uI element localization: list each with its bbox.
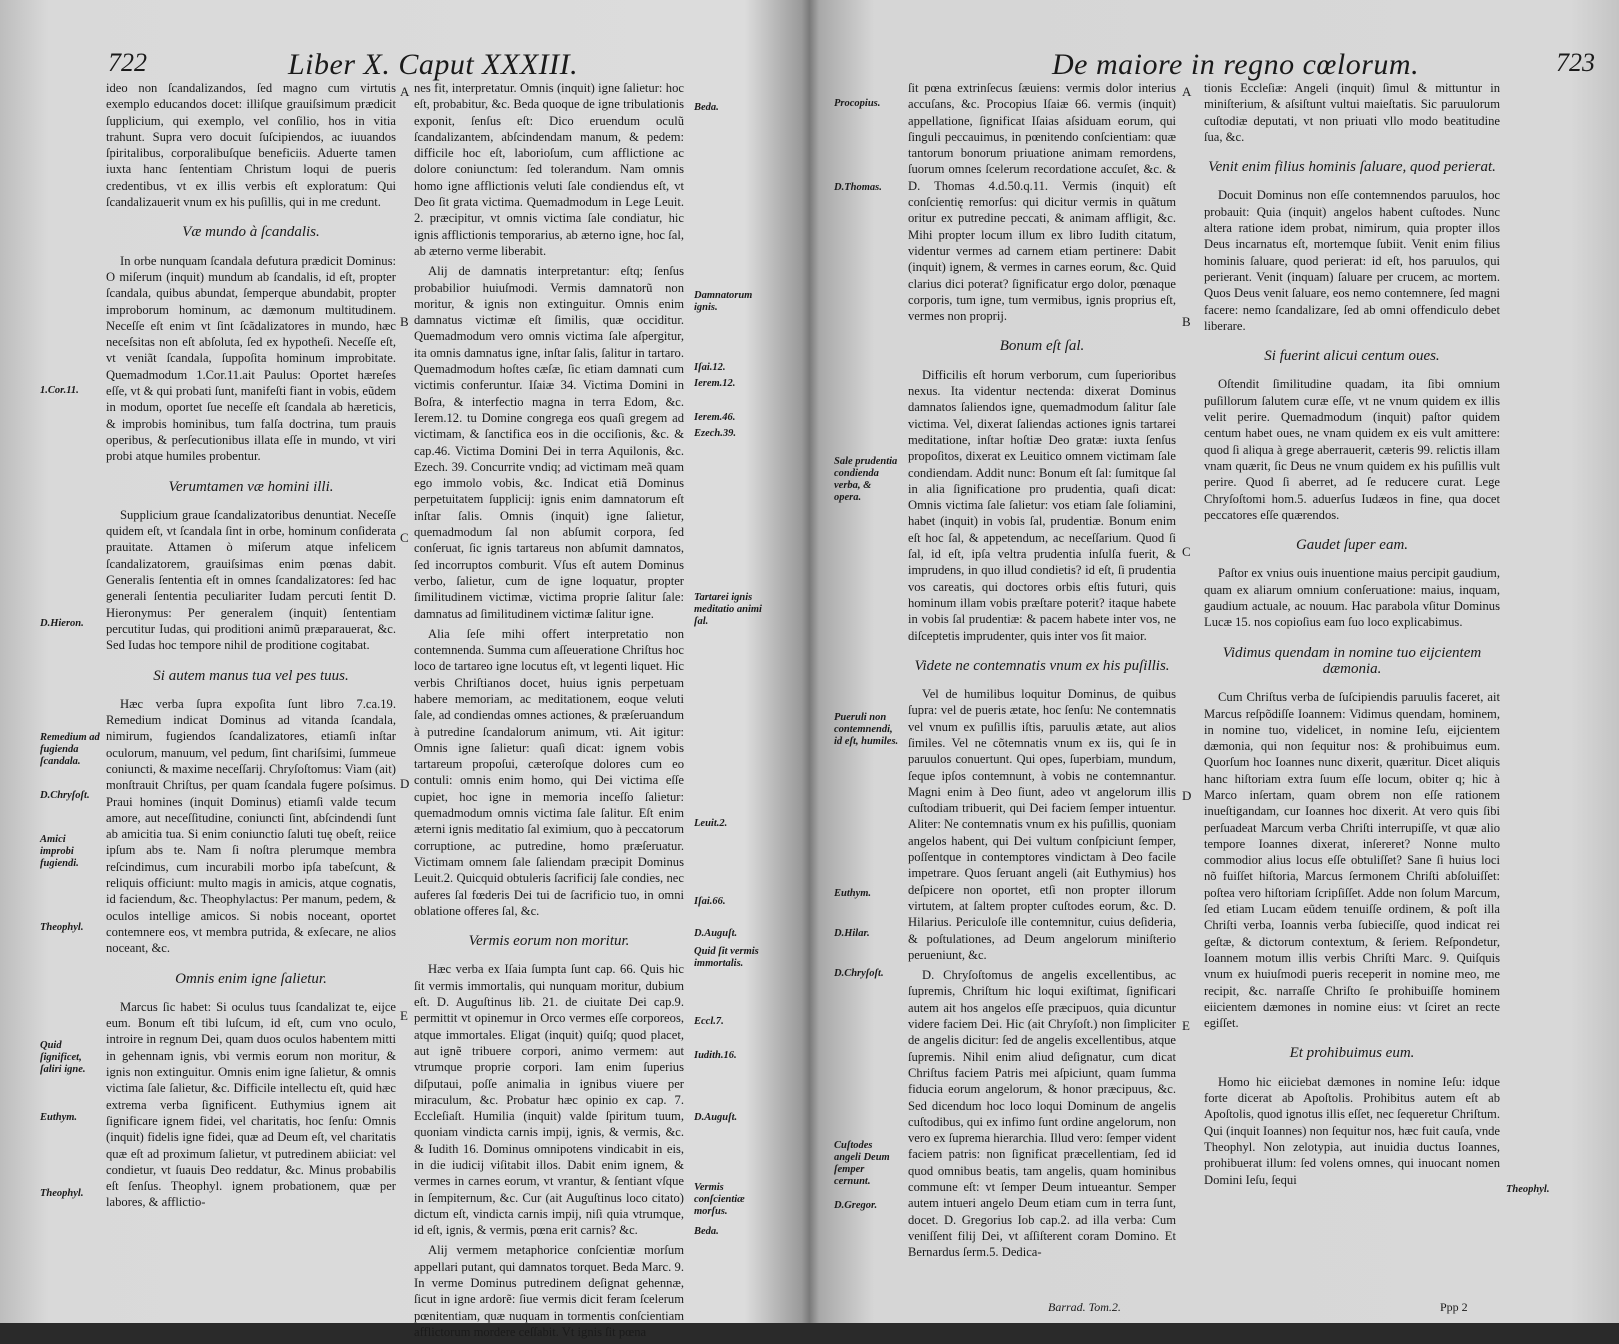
section-heading: Venit enim filius hominis ſaluare, quod perierat. bbox=[1208, 159, 1496, 176]
left-column-2 bbox=[414, 80, 684, 1344]
margin-note: Iudith.16. bbox=[694, 1050, 737, 1061]
margin-note: Iſai.12. bbox=[694, 362, 726, 373]
margin-note: D.Chryſoſt. bbox=[40, 790, 90, 801]
margin-note: D.Thomas. bbox=[834, 182, 882, 193]
running-head: De maiore in regno cœlorum. bbox=[1052, 48, 1420, 81]
section-letter: E bbox=[400, 1008, 408, 1023]
margin-note: 1.Cor.11. bbox=[40, 385, 79, 396]
margin-note: Eccl.7. bbox=[694, 1016, 724, 1027]
right-column-1 bbox=[908, 80, 1176, 1264]
margin-note: Ierem.12. bbox=[694, 378, 736, 389]
margin-note: Theophyl. bbox=[40, 1188, 84, 1199]
paragraph: Marcus ſic habet: Si oculus tuus ſcandalizat te, eijce eum. Bonum eſt tibi luſcum, id eſt, cum vno oculo, introire in regnum Dei, quam duos oculos habentem mitti in gehennam ignis, vbi vermis eorum non moritur, & ignis non extinguitur. Omnis enim igne ſalietur, & omnis victima ſale ſalietur, &c. Difficile intellectu eſt, quid hæc extrema verba ſignificent. Euthymius ignem ait ſignificare ignem fidei, vel charitatis, hoc ſenſu: Omnis (inquit) fidelis igne fidei, quæ ad Deum eſt, vel charitatis quæ eſt ad proximum ſalietur, vt putredinem abiiciat: vel condietur, vt ſuauis Deo reddatur, &c. Minus probabilis eſt ſenſus. Theophyl. ignem probationem, quæ per labores, & afflictio- bbox=[106, 999, 396, 1210]
page-number: 723 bbox=[1556, 48, 1595, 77]
section-letter: C bbox=[400, 530, 409, 545]
section-heading: Gaudet ſuper eam. bbox=[1295, 537, 1409, 554]
section-letter: C bbox=[1182, 544, 1191, 559]
section-letter: E bbox=[1182, 1018, 1190, 1033]
paragraph: Difficilis eſt horum verborum, cum ſuperioribus nexus. Ita videntur nectenda: dixerat Dominus damnatos ſaliendos igne, quemadmodum ſalitur ſale victima. Vel, dixerat ſaliendas actiones ignis tartarei meditatione, inſtar hoſtiæ Deo gratæ: iuxta ſenſus propoſitos, dixerat ex Leuitico omnem victimam ſale condiendam. Addit nunc: Bonum eſt ſal: ſumitque ſal in alia ſignificatione pro prudentia, quaſi dicat: Omnis victima ſale ſalietur: vos etiam ſale ſoliamini, habet (inquit) in vobis ſal, prudentiæ. Bonum enim eſt hoc ſal, & appetendum, ac neceſſarium. Quod ſi ſal, id eſt, ipſa veltra prudentia inſulſa fuerit, & imprudens, in quo illud condietis? id eſt, ſi prudentia vos careatis, qui doctores orbis eſtis futuri, quis hominum illam vobis præſtare poterit? itaque habete in vobis ſal prudentiæ: & pacem habete inter vos, ne diſceptetis imprudenter, quis inter vos ſit maior. bbox=[908, 367, 1176, 643]
section-letter: D bbox=[400, 776, 410, 791]
signature-mark: Ppp 2 bbox=[1440, 1300, 1468, 1314]
margin-note: Beda. bbox=[694, 102, 719, 113]
section-heading: Verumtamen væ homini illi. bbox=[168, 478, 334, 495]
paragraph: tionis Eccleſiæ: Angeli (inquit) ſimul & mittuntur in miniſterium, & aſsiſtunt vultui maieſtatis. Sic paruulorum cuſtodiæ deputati, vt non priuati vllo modo beatitudine ſua, &c. bbox=[1204, 81, 1500, 144]
section-letter: A bbox=[1182, 84, 1192, 99]
signature-catchword: Barrad. Tom.2. bbox=[1048, 1300, 1121, 1314]
paragraph: Hæc verba ſupra expoſita ſunt libro 7.ca.19. Remedium indicat Dominus ad vitanda ſcandala, nimirum, fugiendos ſcandalizatores, etiamſi inſtar oculorum, manuum, vel pedum, ſint chariſsimi, ſummeue coniuncti, & maxime neceſſarij. Chryſoſtomus: Viam (ait) monſtrauit Chriſtus, per quam ſcandala fugere poſsimus. Praui homines (inquit Dominus) etiamſi valde tecum amore, aut neceſſitudine, coniuncti ſint, abſcindendi ſunt ab amicitia tua. Si enim coniunctio ſaluti tuę obeſt, reiice ipſum abs te. Nam ſi noſtra plerumque membra reſcindimus, cum incurabili morbo ipſa tabeſcunt, & reliquis officiunt: multo magis in amicis, atque cognatis, id faciendum, &c. Theophylactus: Per manum, pedem, & oculos intellige amicos. Si nobis noceant, oportet contemnere eos, vt membra putrida, & exſecare, ne alios noceant, &c. bbox=[106, 696, 397, 956]
section-letter: D bbox=[1182, 788, 1192, 803]
right-column-2 bbox=[1204, 80, 1500, 1192]
margin-note: Leuit.2. bbox=[694, 818, 728, 829]
paragraph: Hæc verba ex Iſaia ſumpta ſunt cap. 66. Quis hic ſit vermis immortalis, qui nunquam moritur, dubium eſt. D. Auguſtinus lib. 21. de ciuitate Dei cap.9. permittit vt opinemur in Orco vermes eſſe corporeos, atque immortales. Eligat (inquit) quiſq; quod placet, aut ignẽ tribuere corpori, animo vermem: aut vtrumque proprie corpori. Iam enim ſuperius diſputaui, poſſe animalia in ignibus viuere per miraculum, &c. Probatur hæc opinio ex cap. 7. Eccleſiaſt. Humilia (inquit) valde ſpiritum tuum, quoniam vindicta carnis impij, ignis, & vermis, &c. & Iudith 16. Dominus omnipotens vindicabit in eis, in die iudicij viſitabit illos. Dabit enim ignem, & vermes in carnes eorum, vt vrantur, & ſentiant vſque in ſempiternum, &c. Cur (ait Auguſtinus loco citato) dictum eſt, vindicta carnis impij, niſi quia vtrumque, id eſt, ignis, & vermis, pœna erit carnis? &c. bbox=[414, 962, 684, 1238]
left-page bbox=[0, 0, 805, 1339]
margin-note: Beda. bbox=[694, 1226, 719, 1237]
paragraph: Oſtendit ſimilitudine quadam, ita ſibi omnium puſillorum ſalutem curæ eſſe, vt ne vnum quidem ex illis velit perire. Quemadmodum (inquit) paſtor quidem centum habet oues, ne vnam quidem ex eis vult amittere: quod ſi aliqua à grege aberrauerit, cæteris 99. relictis illam vnam quærit, ſic Deus ne vnum quidem ex his puſillis vult perire. Quod ſi aberret, ad ſe reducere curat. Lege Chryſoſtomi hom.5. aduerſus Iudæos in fine, qua docet peccatores eſſe quærendos. bbox=[1204, 377, 1500, 522]
margin-note: D.Hieron. bbox=[40, 618, 84, 629]
section-heading: Videte ne contemnatis vnum ex his puſillis. bbox=[914, 657, 1170, 674]
margin-note: Iſai.66. bbox=[694, 896, 726, 907]
margin-note: Theophyl. bbox=[40, 922, 84, 933]
margin-note: D.Hilar. bbox=[834, 928, 870, 939]
left-column-1 bbox=[106, 80, 396, 1215]
paragraph: D. Chryſoſtomus de angelis excellentibus, ac ſupremis, Chriſtum hic loqui exiſtimat, ſignificari autem ait hos angelos eſſe præcipuos, quia dicuntur videre faciem Dei. Hic (ait Chryſoſt.) non ſimpliciter de angelis dicitur: ſed de angelis excellentibus, atque ſupremis. Nihil enim aliud deſignatur, cum dicat Chriſtus faciem Patris mei aſpiciunt, quam ſumma fiducia eorum angelorum, & honor præcipuus, &c. Sed dicendum hoc loco loqui Dominum de angelis cuſtodibus, qui ex infimo ſunt ordine angelorum, non vero ex ſuprema hierarchia. Illud vero: ſemper vident faciem patris: non ſignificat præcellentiam, ſed id quod omnibus beatis, tam angelis, quam hominibus commune eſt: vt ſemper Deum intueantur. Semper autem intueri angelo Deum etiam cum in terra ſunt, docet. D. Gregorius Iob cap.2. ad illa verba: Cum veniſſent filij Dei, vt aſſiſterent coram Domino. Et Bernardus ſerm.5. Dedica- bbox=[908, 968, 1176, 1260]
margin-note: Remedium ad fugienda ſcandala. bbox=[40, 732, 100, 767]
section-heading: Vidimus quendam in nomine tuo eijcientem dæmonia. bbox=[1222, 644, 1482, 677]
section-letter: B bbox=[1182, 314, 1191, 329]
margin-note: Theophyl. bbox=[1506, 1184, 1550, 1195]
paragraph: ſit pœna extrinſecus ſæuiens: vermis dolor interius accuſans, &c. Procopius Iſaiæ 66. vermis (inquit) appellatione, ſignificat Iſaias aſsiduam eorum, qui ſinguli peccauimus, in pœnitendo conſcientiam: quæ tantorum bonorum priuatione animam remordens, ſuorum omnes ſcelerum recordatione accuſet, &c. & D. Thomas 4.d.50.q.11. Vermis (inquit) eſt conſcientię remorſus: qui dicitur vermis in quãtum oritur ex putredine peccati, & animam affligit, &c. Mihi propter locum illum ex libro Iudith citatum, videntur vermes ad carnem etiam pertinere: Dabit (inquit) ignem, & vermes in carnes eorum, &c. Quid clarius dici poterat? ſignificatur ergo dolor, pœnaque corporis, tum igne, tum vermibus, ignis proprius eſt, vermes non proprij. bbox=[908, 81, 1176, 324]
paragraph: Alij de damnatis interpretantur: eſtq; ſenſus probabilior huiuſmodi. Vermis damnatorũ non moritur, & ignis non extinguitur. Omnis enim damnatus victimæ eſt ſimilis, quæ occiditur. Quemadmodum vero omnis victima ſale aſpergitur, ita omnis damnatus igne, inſtar ſalis, ſalitur in tartaro. Quemadmodum hoſtes cæſæ, ſic etiam damnati cum victimis conferuntur. Iſaiæ 34. Victima Domini in Boſra, & interfectio magna in terra Edom, &c. Ierem.12. tu Domine congrega eos quaſi gregem ad victimam, & ſanctifica eos in die occiſionis, &c. & cap.46. Victima Domini Dei in terra Aquilonis, &c. Ezech. 39. Concurrite vndiq; ad victimam meã quam ego immolo vobis, &c. Indicat etiã Dominus perpetuitatem ſupplicij: ignis enim damnatorum eſt inſtar ſalis. Omnis (inquit) igne ſalietur, quemadmodum ſal non abſumit corpora, ſed conſeruat, ſic ignis tartareus non abſumit damnatos, ſed incorruptos comburit. Vſus eſt autem Dominus verbo, ſalietur, cum de igne loquatur, propter ſimilitudinem victimæ, victima proprie ſalitur ſale: damnatus ad ſimilitudinem victimæ ſalitur igne. bbox=[414, 264, 684, 621]
margin-note: Ierem.46. bbox=[694, 412, 736, 423]
paragraph: Cum Chriſtus verba de ſuſcipiendis paruulis faceret, ait Marcus reſpõdiſſe Ioannem: Vidimus quendam, hominem, in nomine tuo, videlicet, in nomine Ieſu, eijcientem dæmonia, qui non ſequitur nos: & prohibuimus eum. Quorſum hoc Ioannes nunc dixerit, quæritur. Dicet aliquis hanc hiſtoriam extra ſuum eſſe locum, obiter q; hic à Marco inſertam, quam obrem non eſſe rationem inueſtigandam, cur Ioannes hoc dixerit. At vero quis ſibi perſuadeat Marcum verba Chriſti interrupiſſe, vt quæ alio tempore Ioannes dixerat, inſereret? Nonne multo commodior alius locus eſſe obtuliſſet? Sane ſi huius loci nõ fuiſſet hiſtoria, Marcus ſermonem Chriſti abſoluiſſet: poſtea vero hiſtoriam ſcripſiſſet. Adde non ſolum Marcum, ſed etiam Lucam eũdem tenuiſſe ordinem, & poſt illa Chriſti verba, Ioannis verba ſubieciſſe, quod indicat rei geſtæ, & dictorum contextum, & ſeriem. Reſpondetur, Ioannem motum illis verbis Chriſti Marc. 9. Quiſquis vnum ex huiuſmodi pueris receperit in nomine meo, me recipit, &c. narraſſe Chriſto ſe prohibuiſſe hominem eiicientem dæmones in nomine eius: vt ſciret an recte egiſſet. bbox=[1204, 690, 1500, 1031]
page-number: 722 bbox=[108, 48, 147, 77]
paragraph: Supplicium graue ſcandalizatoribus denuntiat. Neceſſe quidem eſt, vt ſcandala ſint in orbe, hominum conſiderata prauitate. Attamen ò miſerum atque infelicem ſcandalizatorem, grauiſsimas enim pœnas dabit. Generalis ſententia eſt in omnes ſcandalizatores: ſed hac generali ſententia peculiariter Iudam percuti ſentit D. Hieronymus: Per generalem (inquit) ſententiam percutitur Iudas, qui proditioni animũ præparauerat, &c. Sed Iudas hoc tempore nihil de proditione cogitabat. bbox=[106, 507, 396, 653]
section-heading: Bonum eſt ſal. bbox=[999, 338, 1085, 355]
margin-note: Euthym. bbox=[40, 1112, 78, 1123]
right-page bbox=[812, 0, 1619, 1323]
paragraph: In orbe nunquam ſcandala defutura prædicit Dominus: O miſerum (inquit) mundum ab ſcandalis, id eſt, propter ſcandala, quibus abundat, ſemperque abundabit, propter improborum hominum, ac dæmonum multitudinem. Neceſſe eſt enim vt ſint ſcãdalizatores in mundo, hæc neceſsitas non eſt abſoluta, ſed ex hypotheſi. Neceſſe eſt, vt veniãt ſcandala, ſuppoſita hominum improbitate. Quemadmodum 1.Cor.11.ait Paulus: Oportet hæreſes eſſe, vt & qui probati ſunt, manifeſti fiant in vobis, eũdem in modum, oportet ſue neceſſe eſt ſcandala ab hæreticis, & improbis hominibus, tum falſa doctrina, tum prauis operibus, & perſecutionibus illata eſſe in mundo, vt viri probi atque humiles probentur. bbox=[106, 253, 396, 464]
margin-note: Pueruli non contemnendi, id eſt, humiles. bbox=[834, 712, 899, 747]
margin-note: D.Chryſoſt. bbox=[834, 968, 884, 979]
paragraph: Homo hic eiiciebat dæmones in nomine Ieſu: idque forte dicerat ab Apoſtolis. Prohibitus autem eſt ab Apoſtolis, quod ignotus illis eſſet, nec ſequeretur Chriſtum. Qui (inquit Ioannes) non ſequitur nos, hæc fuit cauſa, vnde Theophyl. Non zelotypia, aut inuidia ductus Ioannes, prohibuerat illum: ſed volens omnes, qui inuocant nomen Domini Ieſu, ſequi bbox=[1204, 1074, 1500, 1187]
margin-note: Euthym. bbox=[834, 888, 872, 899]
margin-note: Amici improbi fugiendi. bbox=[40, 834, 79, 869]
paragraph: Alia ſeſe mihi offert interpretatio non contemnenda. Summa cum aſſeueratione Chriſtus hoc loco de tartareo igne locutus eſt, vt legenti liquet. Hic verbis Chriſtianos docet, huius ignis perpetuam habere memoriam, ac meditationem, eoque veluti ſale, ad condiendas omnes actiones, & præſeruandum à putredine ſcandalorum animum, vti. Ait igitur: Omnis igne ſalietur: quaſi dicat: ignem vobis tartareum propoſui, cæteroſque dolores cum eo contuli: omnis enim homo, qui Dei victima eſſe cupiet, hoc igne in memoria inceſſo ſalietur: quemadmodum omnis victima ſale ſalitur. Eſt enim æterni ignis meditatio ſal eximium, quo à peccatorum corruptione, ac putredine, homo præſeruatur. Victimam omnem ſale ſaliendam præcipit Dominus Leuit.2. Quicquid obtuleris ſacrificij ſale condies, nec auferes ſal fœderis Dei tui de ſacrificio tuo, in omni oblatione offeres ſal, &c. bbox=[414, 626, 684, 918]
margin-note: Quid ſignificet, ſaliri igne. bbox=[40, 1040, 86, 1075]
margin-note: D.Gregor. bbox=[834, 1200, 878, 1211]
margin-note: Procopius. bbox=[834, 98, 881, 109]
section-heading: Omnis enim igne ſalietur. bbox=[175, 970, 327, 987]
section-letter: B bbox=[400, 314, 409, 329]
section-heading: Si autem manus tua vel pes tuus. bbox=[153, 667, 349, 684]
section-letter: A bbox=[400, 84, 410, 99]
section-heading: Væ mundo à ſcandalis. bbox=[182, 224, 320, 241]
margin-note: Cuſtodes angeli Deum ſemper cernunt. bbox=[834, 1140, 890, 1187]
section-heading: Si fuerint alicui centum oues. bbox=[1264, 348, 1440, 365]
paragraph: Docuit Dominus non eſſe contemnendos paruulos, hoc probauit: Quia (inquit) angelos habent cuſtodes. Nunc altera ratione idem probat, nimirum, quia propter illos Deus incarnatus eſt, mortemque ſubiit. Venit enim filius hominis ſaluare, quod perierat: id eſt, hos paruulos, qui perierant. Venit (inquam) ſaluare per crucem, ac mortem. Quos Deus venit ſaluare, eos nemo contemnere, ſed magni facere: nemo ſcandalizare, ſed ab omni offendiculo debet liberare. bbox=[1204, 188, 1500, 333]
margin-note: Quid ſit vermis immortalis. bbox=[694, 946, 759, 969]
margin-note: Damnatorum ignis. bbox=[694, 290, 753, 313]
margin-note: Ezech.39. bbox=[694, 428, 736, 439]
margin-note: D.Auguſt. bbox=[694, 1112, 738, 1123]
paragraph: Alij vermem metaphorice conſcientiæ morſum appellari putant, qui damnatos torquet. Beda Marc. 9. In verme Dominus putredinem deſignat gehennæ, ſicut in igne ardorẽ: ſiue vermis dicit feram ſcelerum pœnitentiam, quæ nuquam in tormentis conſcientiam afflictorum mordere ceſſabit. Vt ignis ſit pœna bbox=[414, 1243, 684, 1339]
margin-note: D.Auguſt. bbox=[694, 928, 738, 939]
margin-note: Tartarei ignis meditatio animi ſal. bbox=[694, 592, 762, 627]
margin-note: Sale prudentia condienda verba, & opera. bbox=[834, 456, 898, 503]
paragraph: nes fit, interpretatur. Omnis (inquit) igne ſalietur: hoc eſt, probabitur, &c. Beda quoque de igne tribulationis exponit, ſenſus eſt: Dico eruendum oculũ ſcandalizantem, abſcindendam manum, & pedem: difficile hoc eſt, laborioſum, cum afflictione ac dolore coniunctum: ſed tolerandum. Nam omnis homo igne afflictionis veluti ſale condiendus eſt, vt Deo ſit grata victima. Quemadmodum in Lege Leuit. 2. præcipitur, vt omnis victima ſale condiatur, hic ignis afflictionis temporarius, ab æterno igne, hoc ſal, ab æterno verme liberabit. bbox=[414, 81, 684, 258]
paragraph: Paſtor ex vnius ouis inuentione maius percipit gaudium, quam ex aliarum omnium conſeruatione: maius, inquam, gaudium actuale, ac nouum. Hac parabola vſitur Dominus Lucæ 15. nos copioſius eam ſuo loco explicabimus. bbox=[1204, 566, 1500, 630]
margin-note: Vermis conſcientiæ morſus. bbox=[694, 1182, 745, 1217]
section-heading: Et prohibuimus eum. bbox=[1289, 1045, 1415, 1062]
paragraph: Vel de humilibus loquitur Dominus, de quibus ſupra: vel de pueris ætate, hoc ſenſu: Ne contemnatis vel vnum ex puſillis iſtis, paruulis ætate, aut alios ſimiles. Vel ne cõtemnatis vnum ex iis, qui ſe in paruulos conuertunt. Qui opes, ſuperbiam, mundum, ſeque ipſos contemnunt, à vobis ne contemnantur. Magni enim à Deo ſiunt, adeo vt angelorum illis cuſtodiam tribuerit, qui Dei faciem ſemper intuentur. Aliter: Ne contemnatis vnum ex his puſillis, quoniam angelos habent, qui Dei vultum conſpiciunt ſemper, poſſentque in contemptores vindictam à Deo facile impetrare. Quos ſeruant angeli (ait Euthymius) hos deſpicere non oportet, etſi non propter illorum virtutem, at ſaltem propter cuſtodes eorum, &c. D. Hilarius. Periculoſe ille contemnitur, cuius deſideria, & poſtulationes, ad Deum angelorum miniſterio perueniunt, &c. bbox=[908, 687, 1176, 962]
section-heading: Vermis eorum non moritur. bbox=[468, 933, 630, 950]
running-head: Liber X. Caput XXXIII. bbox=[288, 48, 579, 81]
paragraph: ideo non ſcandalizandos, ſed magno cum virtutis exemplo educandos docet: illiſque grauiſsimum prædicit ſupplicium, qui exemplo, vel conſilio, hos in vitia trahunt. Supra vero docuit ſuſcipiendos, ac iuuandos ſpiritalibus, corporalibuſque beneficiis. Aduerte tamen iuxta hanc ſententiam Christum loqui de pueris credentibus, vt ex illis verbis eſt exploratum: Qui ſcandalizauerit vnum ex his puſillis, qui in me credunt. bbox=[106, 81, 396, 210]
